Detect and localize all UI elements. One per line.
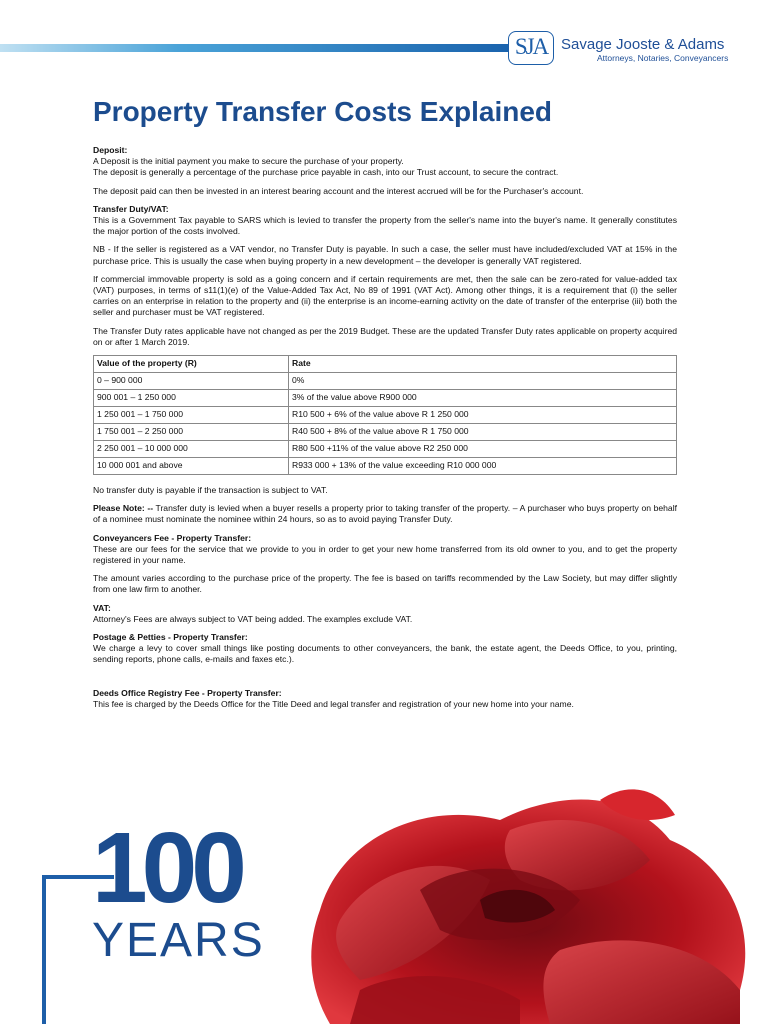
vat-section [93, 603, 677, 625]
rate-cell: R10 500 + 6% of the value above R 1 250 000 [289, 407, 677, 424]
table-row [94, 407, 677, 424]
value-cell: 0 – 900 000 [94, 373, 289, 390]
transfer-duty-table [93, 355, 677, 475]
rose-image [300, 770, 770, 1024]
rate-cell: R40 500 + 8% of the value above R 1 750 000 [289, 424, 677, 441]
deeds-text: This fee is charged by the Deeds Office for the Title Deed and legal transfer and registration of your new home into your name. [93, 698, 574, 709]
deposit-section [93, 145, 677, 179]
deposit-text-2: The deposit is generally a percentage of the purchase price payable in cash, into our Trust account, to secure the contract. [93, 167, 559, 178]
please-note [93, 503, 677, 525]
duty-text-4: The Transfer Duty rates applicable have not changed as per the 2019 Budget. These are the updated Transfer Duty rates applicable on property acquired on or after 1 March 2019. [93, 325, 677, 347]
value-cell: 2 250 001 – 10 000 000 [94, 441, 289, 458]
please-note-label: Please Note: -- [93, 503, 154, 514]
rate-cell: 3% of the value above R900 000 [289, 390, 677, 407]
conveyancers-heading: Conveyancers Fee - Property Transfer: [93, 532, 252, 543]
duty-text-2: NB - If the seller is registered as a VAT vendor, no Transfer Duty is payable. In such a case, the seller must have included/excluded VAT at 15% in the purchase price. This is usually the case when buying property in a new development – the developer is generally VAT registered. [93, 244, 677, 266]
please-note-text: Transfer duty is levied when a buyer resells a property prior to taking transfer of the property. – A purchaser who buys property on behalf of a nominee must nominate the nominee within 24 hours, so as to avoid paying Transfer Duty. [93, 503, 677, 525]
anniversary-frame-vertical [42, 875, 46, 1024]
value-cell: 1 750 001 – 2 250 000 [94, 424, 289, 441]
value-cell: 1 250 001 – 1 750 000 [94, 407, 289, 424]
table-row [94, 424, 677, 441]
postage-section [93, 632, 677, 666]
rate-cell: R933 000 + 13% of the value exceeding R10 000 000 [289, 458, 677, 475]
conveyancers-text-1: These are our fees for the service that we provide to you in order to get your new home transferred from its old owner to you, and to get the property registered in your name. [93, 543, 677, 566]
deeds-heading: Deeds Office Registry Fee - Property Transfer: [93, 687, 282, 698]
deeds-section [93, 688, 677, 710]
deposit-text-3: The deposit paid can then be invested in an interest bearing account and the interest accrued will be for the Purchaser's account. [93, 185, 584, 196]
document-body [93, 145, 677, 717]
duty-heading: Transfer Duty/VAT: [93, 203, 169, 214]
duty-text-1: This is a Government Tax payable to SARS which is levied to transfer the property from the seller's name into the buyer's name. It generally constitutes the major portion of the costs involved. [93, 215, 677, 237]
rate-cell: R80 500 +11% of the value above R2 250 000 [289, 441, 677, 458]
page-title: Property Transfer Costs Explained [93, 96, 553, 127]
value-cell: 10 000 001 and above [94, 458, 289, 475]
value-cell: 900 001 – 1 250 000 [94, 390, 289, 407]
firm-name: Savage Jooste & Adams [561, 36, 725, 53]
deposit-text-1: A Deposit is the initial payment you make to secure the purchase of your property. [93, 156, 404, 167]
vat-heading: VAT: [93, 602, 111, 613]
table-row [94, 441, 677, 458]
duty-section [93, 204, 677, 238]
anniversary-number: 100 [92, 812, 241, 924]
no-duty-note: No transfer duty is payable if the transaction is subject to VAT. [93, 485, 328, 496]
logo-monogram: SJA [514, 34, 548, 59]
column-header-rate: Rate [289, 356, 677, 373]
conveyancers-text-2: The amount varies according to the purchase price of the property. The fee is based on tariffs recommended by the Law Society, but may differ slightly from one law firm to another. [93, 573, 677, 595]
vat-text: Attorney's Fees are always subject to VAT being added. The examples exclude VAT. [93, 613, 413, 624]
rate-cell: 0% [289, 373, 677, 390]
table-header-row [94, 356, 677, 373]
table-row [94, 373, 677, 390]
firm-tagline: Attorneys, Notaries, Conveyancers [597, 53, 729, 63]
deposit-heading: Deposit: [93, 145, 128, 155]
postage-heading: Postage & Petties - Property Transfer: [93, 632, 248, 643]
anniversary-word: YEARS [92, 914, 265, 967]
table-row [94, 458, 677, 475]
table-row [94, 390, 677, 407]
firm-logo [508, 31, 554, 65]
duty-text-3: If commercial immovable property is sold as a going concern and if certain requirements are met, then the sale can be zero-rated for value-added tax (VAT) purposes, in terms of s11(1)(e) of the Value-Added Tax Act, No 89 of 1991 (VAT Act). Among other things, it is a requirement that (i) the seller carries on an enterprise in relation to the property and (ii) the enterprise is an income-earning activity on the date of transfer of the enterprise (iii) both the seller and purchaser must be VAT registered. [93, 273, 677, 318]
column-header-value: Value of the property (R) [94, 356, 289, 373]
conveyancers-section [93, 533, 677, 567]
postage-text: We charge a levy to cover small things like posting documents to other conveyancers, the bank, the estate agent, the Deeds Office, to you, printing, sending reports, phone calls, e-mails and faxes etc.). [93, 643, 677, 665]
header-accent-bar [0, 44, 510, 52]
